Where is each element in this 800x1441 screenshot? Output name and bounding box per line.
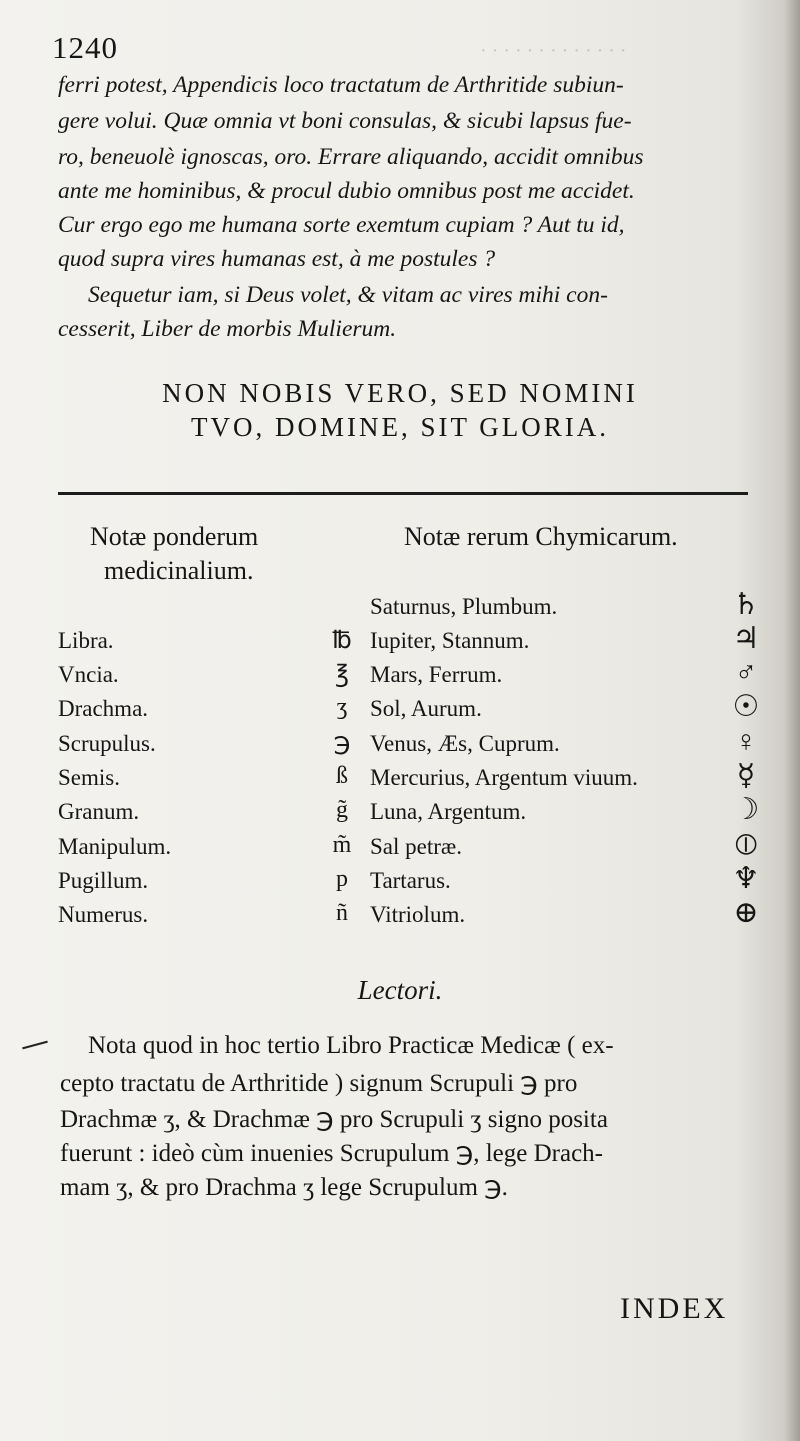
note-line: cepto tractatu de Arthritide ) signum Scrupuli ℈ pro — [60, 1070, 578, 1097]
semis-mark-icon: ß — [336, 763, 348, 789]
libra-mark-icon: ℔ — [332, 628, 352, 654]
weights-header-cont: medicinalium. — [104, 556, 254, 585]
weight-name: Granum. — [58, 799, 140, 824]
body-line: Cur ergo ego me humana sorte exemtum cupiam ? Aut tu id, — [58, 212, 625, 238]
drachma-mark-icon: ʒ — [336, 694, 348, 720]
note-line: mam ʒ, & pro Drachma ʒ lege Scrupulum ℈. — [60, 1174, 508, 1201]
venus-symbol-icon: ♀ — [734, 725, 758, 758]
motto-line: NON NOBIS VERO, SED NOMINI — [162, 378, 638, 408]
motto-line: TVO, DOMINE, SIT GLORIA. — [191, 412, 609, 442]
margin-mark-icon — [22, 1041, 48, 1050]
divider-rule — [58, 492, 748, 495]
body-line: ro, beneuolè ignoscas, oro. Errare aliquando, accidit omnibus — [58, 144, 644, 170]
weight-name: Semis. — [58, 765, 120, 790]
tartar-symbol-icon: ♆ — [732, 862, 760, 895]
weight-name: Drachma. — [58, 696, 149, 721]
body-line: cesserit, Liber de morbis Mulierum. — [58, 316, 397, 342]
chemical-name: Sal petræ. — [370, 834, 462, 859]
bleed-through-decoration: · · · · · · · · · · · · · — [480, 40, 627, 62]
chemical-name: Venus, Æs, Cuprum. — [370, 731, 560, 756]
chemical-name: Vitriolum. — [370, 902, 466, 927]
scrupulus-mark-icon: ℈ — [333, 731, 351, 757]
mars-symbol-icon: ♂ — [734, 656, 758, 689]
note-line: Nota quod in hoc tertio Libro Practicæ Medicæ ( ex- — [88, 1032, 614, 1059]
page-number: 1240 — [52, 30, 118, 65]
body-line: ferri potest, Appendicis loco tractatum de Arthritide subiun- — [58, 72, 624, 98]
saltpeter-symbol-icon: ⦶ — [735, 828, 757, 861]
note-line: fuerunt : ideò cùm inuenies Scrupulum ℈, lege Drach- — [60, 1140, 603, 1167]
granum-mark-icon: g̃ — [336, 797, 348, 823]
note-line: Drachmæ ʒ, & Drachmæ ℈ pro Scrupuli ʒ signo posita — [60, 1106, 608, 1133]
numerus-mark-icon: ñ — [336, 900, 348, 926]
chemical-name: Mars, Ferrum. — [370, 662, 503, 687]
chemical-name: Iupiter, Stannum. — [370, 628, 530, 653]
body-line: ante me hominibus, & procul dubio omnibus post me accidet. — [58, 178, 635, 204]
pugillum-mark-icon: p — [336, 866, 348, 892]
sun-symbol-icon: ☉ — [732, 690, 760, 723]
chemical-name: Sol, Aurum. — [370, 696, 482, 721]
vitriol-symbol-icon: ⊕ — [733, 896, 759, 929]
moon-symbol-icon: ☽ — [732, 793, 760, 826]
lectori-heading: Lectori. — [357, 975, 443, 1005]
weight-name: Manipulum. — [58, 834, 172, 859]
manipulum-mark-icon: m̃ — [332, 832, 352, 858]
jupiter-symbol-icon: ♃ — [732, 622, 760, 655]
weight-name: Libra. — [58, 628, 114, 653]
body-line: quod supra vires humanas est, à me postules ? — [58, 246, 496, 272]
weight-name: Numerus. — [58, 902, 149, 927]
saturn-symbol-icon: ♄ — [732, 588, 760, 621]
chemical-name: Saturnus, Plumbum. — [370, 594, 558, 619]
mercury-symbol-icon: ☿ — [736, 759, 756, 792]
catchword: INDEX — [620, 1292, 729, 1325]
chemical-name: Mercurius, Argentum viuum. — [370, 765, 638, 790]
chemicals-header: Notæ rerum Chymicarum. — [404, 522, 678, 551]
chemical-name: Tartarus. — [370, 868, 451, 893]
body-line: Sequetur iam, si Deus volet, & vitam ac vires mihi con- — [88, 282, 608, 308]
chemical-name: Luna, Argentum. — [370, 799, 527, 824]
uncia-mark-icon: ℥ — [335, 662, 349, 688]
weights-header: Notæ ponderum — [90, 522, 259, 551]
weight-name: Vncia. — [58, 662, 119, 687]
weight-name: Pugillum. — [58, 868, 149, 893]
weight-name: Scrupulus. — [58, 731, 156, 756]
body-line: gere volui. Quæ omnia vt boni consulas, & sicubi lapsus fue- — [58, 108, 632, 134]
